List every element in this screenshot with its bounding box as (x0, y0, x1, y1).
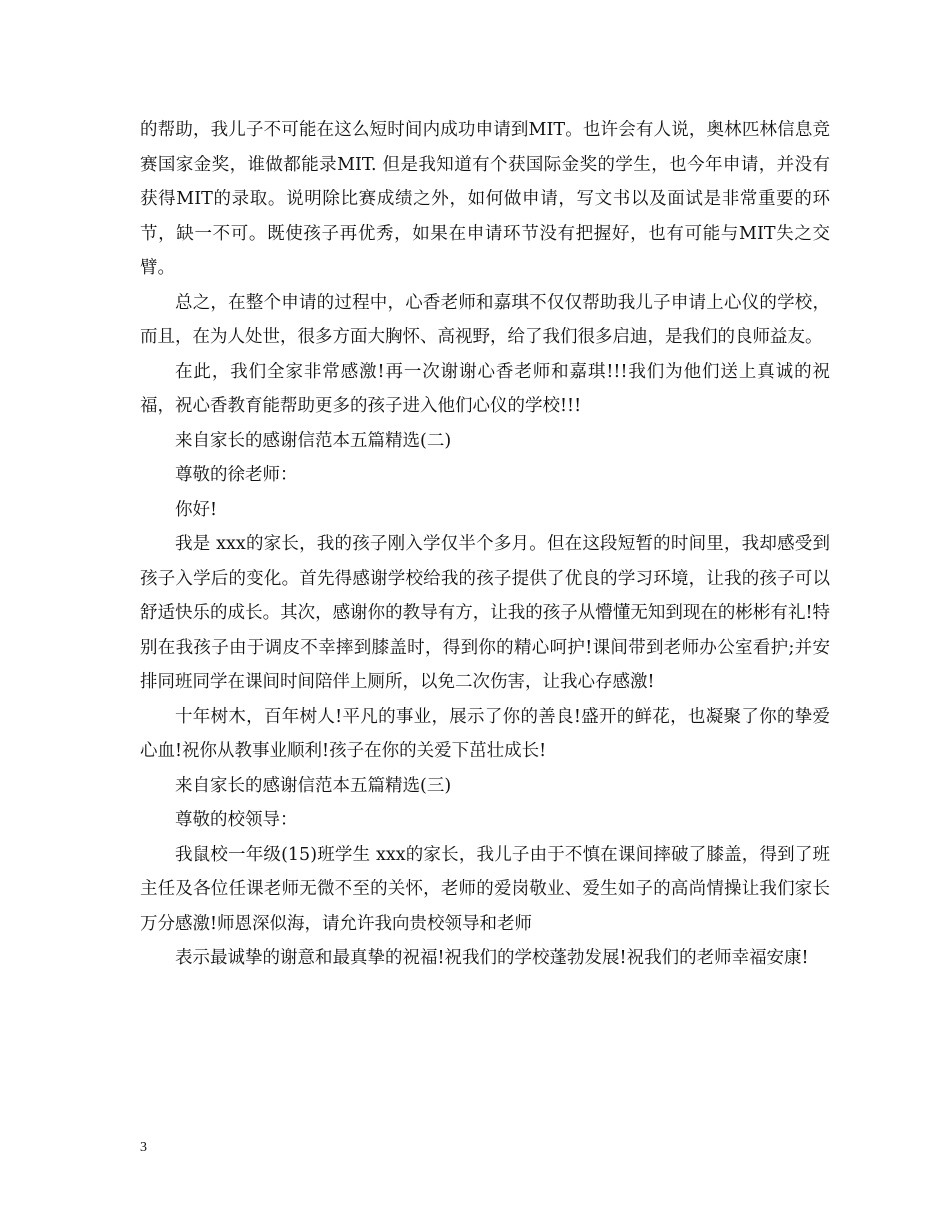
paragraph-2: 总之，在整个申请的过程中，心香老师和嘉琪不仅仅帮助我儿子申请上心仪的学校，而且，在为人处世，很多方面大胸怀、高视野，给了我们很多启迪，是我们的良师益友。 (140, 292, 830, 347)
paragraph-1: 的帮助，我儿子不可能在这么短时间内成功申请到MIT。也许会有人说，奥林匹林信息竞赛国家金奖，谁做都能录MIT. 但是我知道有个获国际金奖的学生，也今年申请，并没有获得MIT的录取。说明除比赛成绩之外，如何做申请，写文书以及面试是非常重要的环节，缺一不可。既使孩子再优秀，如果在申请环节没有把握好，也有可能与MIT失之交臂。 (140, 120, 830, 278)
paragraph-5: 十年树木，百年树人!平凡的事业，展示了你的善良!盛开的鲜花，也凝聚了你的挚爱心血!祝你从教事业顺利!孩子在你的关爱下茁壮成长! (140, 706, 830, 761)
paragraph-6: 我鼠校一年级(15)班学生 xxx的家长，我儿子由于不慎在课间摔破了膝盖，得到了班主任及各位任课老师无微不至的关怀，老师的爱岗敬业、爱生如子的高尚情操让我们家长万分感激!师恩深似海，请允许我向贵校领导和老师 (140, 844, 830, 934)
greeting-2: 你好! (175, 499, 218, 520)
section-heading-2: 来自家长的感谢信范本五篇精选(二) (175, 430, 452, 451)
page-number: 3 (140, 1140, 147, 1155)
document-body (140, 113, 830, 976)
paragraph-3: 在此，我们全家非常感激!再一次谢谢心香老师和嘉琪!!!我们为他们送上真诚的祝福，祝心香教育能帮助更多的孩子进入他们心仪的学校!!! (140, 361, 830, 416)
salutation-3: 尊敬的校领导： (175, 810, 298, 830)
salutation-2: 尊敬的徐老师： (175, 465, 298, 485)
paragraph-4: 我是 xxx的家长，我的孩子刚入学仅半个多月。但在这段短暂的时间里，我却感受到孩子入学后的变化。首先得感谢学校给我的孩子提供了优良的学习环境，让我的孩子可以舒适快乐的成长。其次，感谢你的教导有方，让我的孩子从懵懂无知到现在的彬彬有礼!特别在我孩子由于调皮不幸摔到膝盖时，得到你的精心呵护!课间带到老师办公室看护;并安排同班同学在课间时间陪伴上厕所，以免二次伤害，让我心存感激! (140, 534, 830, 692)
section-heading-3: 来自家长的感谢信范本五篇精选(三) (175, 775, 452, 796)
paragraph-7: 表示最诚挚的谢意和最真挚的祝福!祝我们的学校蓬勃发展!祝我们的老师幸福安康! (175, 948, 809, 968)
